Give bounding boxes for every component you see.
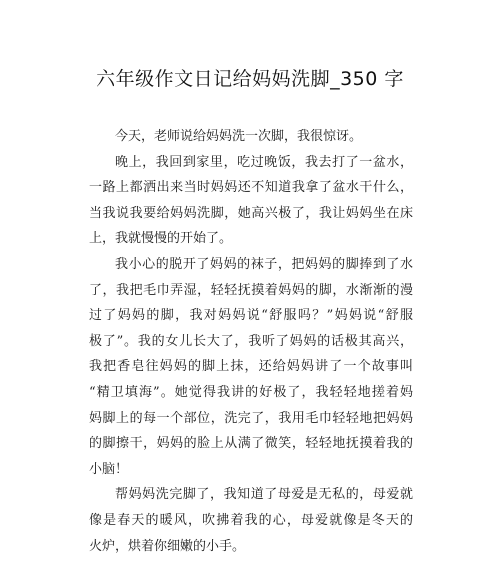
text-line: 妈脚上的每一个部位，洗完了，我用毛巾轻轻地把妈妈 [89, 410, 413, 426]
text-line: 我小心的脱开了妈妈的袜子，把妈妈的脚捧到了水 [115, 256, 413, 272]
text-line: 帮妈妈洗完脚了，我知道了母爱是无私的，母爱就 [115, 487, 413, 503]
text-line: 晚上，我回到家里，吃过晚饭，我去打了一盆水， [115, 154, 413, 170]
text-line: 今天，老师说给妈妈洗一次脚，我很惊讶。 [115, 129, 363, 144]
text-line: 我把香皂往妈妈的脚上抹，还给妈妈讲了一个故事叫 [89, 359, 413, 375]
text-line: 的脚擦干，妈妈的脸上从满了微笑，轻轻地抚摸着我的 [89, 436, 413, 452]
text-line: 上，我就慢慢的开始了。 [89, 231, 233, 247]
text-line: 像是春天的暖风，吹拂着我的心，母爱就像是冬天的 [89, 512, 413, 528]
text-line: 当我说我要给妈妈洗脚，她高兴极了，我让妈妈坐在床 [89, 205, 413, 221]
text-line: 火炉，烘着你细嫩的小手。 [89, 538, 246, 554]
document-body [89, 124, 413, 559]
text-line: 一路上都洒出来当时妈妈还不知道我拿了盆水干什么， [89, 180, 413, 196]
text-line: “精卫填海”。她觉得我讲的好极了，我轻轻地搓着妈 [89, 384, 413, 400]
text-line: 极了”。我的女儿长大了，我听了妈妈的话极其高兴， [89, 333, 413, 349]
text-line: 过了妈妈的脚，我对妈妈说“舒服吗？”妈妈说“舒服 [89, 308, 413, 324]
document-title: 六年级作文日记给妈妈洗脚_350 字 [96, 68, 404, 90]
text-line: 了，我把毛巾弄湿，轻轻抚摸着妈妈的脚，水渐渐的漫 [89, 282, 413, 298]
text-line: 小脑！ [89, 461, 129, 477]
